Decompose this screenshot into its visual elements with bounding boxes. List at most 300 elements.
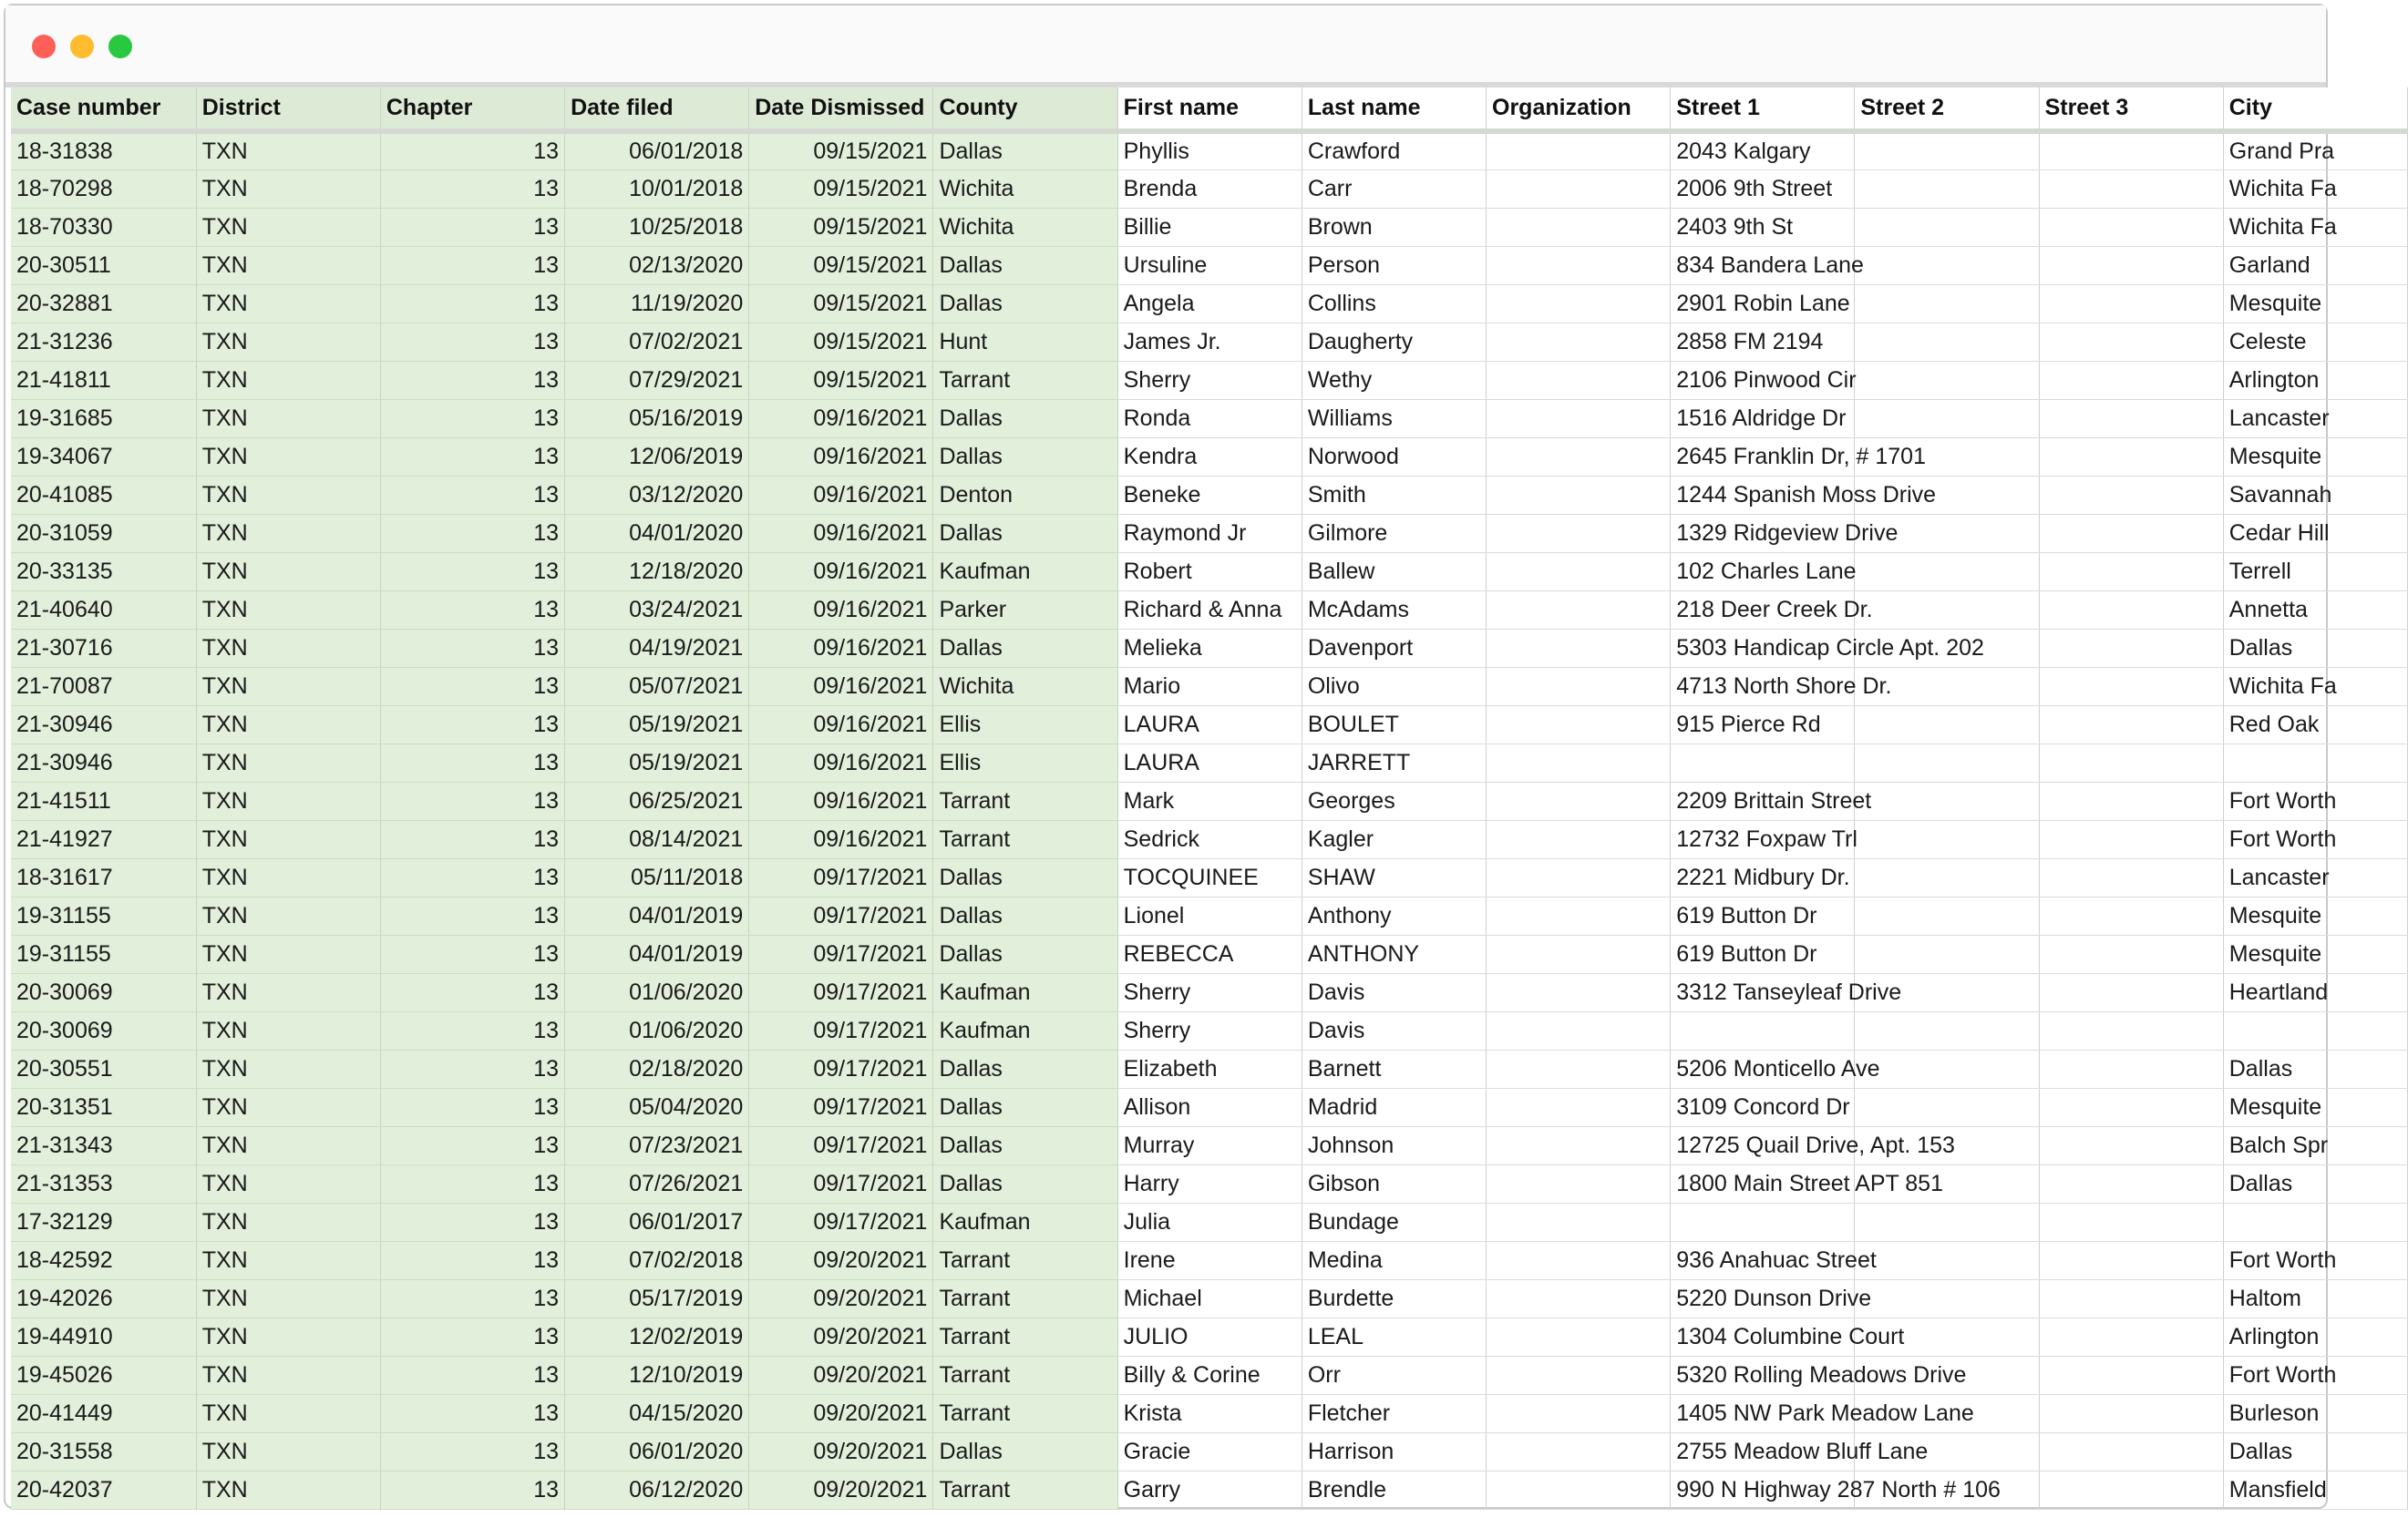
table-cell[interactable] xyxy=(1855,552,2039,590)
table-cell[interactable]: 13 xyxy=(380,667,564,705)
table-cell[interactable]: Gibson xyxy=(1302,1164,1486,1203)
table-cell[interactable]: Terrell xyxy=(2223,552,2407,590)
table-cell[interactable]: Daugherty xyxy=(1302,323,1486,361)
table-cell[interactable]: Mansfield xyxy=(2223,1471,2407,1509)
table-cell[interactable]: Burleson xyxy=(2223,1394,2407,1432)
table-cell[interactable] xyxy=(1487,476,1671,514)
table-cell[interactable]: 13 xyxy=(380,1088,564,1126)
table-cell[interactable]: Haltom xyxy=(2223,1279,2407,1318)
table-cell[interactable]: 19-31155 xyxy=(11,897,196,935)
table-cell[interactable]: 18-31838 xyxy=(11,131,196,169)
table-cell[interactable]: 05/16/2019 xyxy=(565,399,749,437)
table-cell[interactable]: 936 Anahuac Street xyxy=(1671,1241,1855,1279)
table-cell[interactable]: 09/16/2021 xyxy=(749,782,933,820)
table-cell[interactable]: 21-30716 xyxy=(11,629,196,667)
table-cell[interactable]: Grand Pra xyxy=(2223,131,2407,169)
table-cell[interactable]: Mesquite xyxy=(2223,284,2407,323)
table-cell[interactable]: Raymond Jr xyxy=(1117,514,1302,552)
table-cell[interactable] xyxy=(2039,437,2223,476)
table-cell[interactable] xyxy=(1487,1318,1671,1356)
table-cell[interactable] xyxy=(1487,1471,1671,1509)
table-cell[interactable]: Wichita Fa xyxy=(2223,169,2407,208)
table-cell[interactable]: 09/16/2021 xyxy=(749,667,933,705)
table-cell[interactable]: Krista xyxy=(1117,1394,1302,1432)
table-cell[interactable]: Tarrant xyxy=(933,1471,1117,1509)
table-cell[interactable]: TXN xyxy=(196,858,380,897)
table-cell[interactable]: Dallas xyxy=(933,1126,1117,1164)
table-cell[interactable]: 09/16/2021 xyxy=(749,399,933,437)
table-cell[interactable]: 07/26/2021 xyxy=(565,1164,749,1203)
table-cell[interactable]: 20-41085 xyxy=(11,476,196,514)
table-cell[interactable] xyxy=(2039,399,2223,437)
table-cell[interactable] xyxy=(2039,973,2223,1011)
table-cell[interactable]: Sherry xyxy=(1117,1011,1302,1050)
table-cell[interactable]: Brendle xyxy=(1302,1471,1486,1509)
table-cell[interactable]: Fort Worth xyxy=(2223,1241,2407,1279)
table-cell[interactable]: 915 Pierce Rd xyxy=(1671,705,1855,744)
table-cell[interactable]: 13 xyxy=(380,1432,564,1471)
table-cell[interactable]: TXN xyxy=(196,782,380,820)
table-cell[interactable] xyxy=(2039,284,2223,323)
table-cell[interactable]: 10/01/2018 xyxy=(565,169,749,208)
table-cell[interactable]: Tarrant xyxy=(933,1318,1117,1356)
table-cell[interactable]: Annetta xyxy=(2223,590,2407,629)
table-cell[interactable]: TXN xyxy=(196,1126,380,1164)
table-cell[interactable]: 09/20/2021 xyxy=(749,1318,933,1356)
table-cell[interactable] xyxy=(2039,1126,2223,1164)
table-cell[interactable] xyxy=(1487,1279,1671,1318)
table-cell[interactable]: Arlington xyxy=(2223,1318,2407,1356)
table-cell[interactable]: Beneke xyxy=(1117,476,1302,514)
table-cell[interactable] xyxy=(2039,705,2223,744)
table-cell[interactable] xyxy=(2039,744,2223,782)
table-cell[interactable] xyxy=(1487,782,1671,820)
column-header[interactable]: Date filed xyxy=(565,87,749,131)
table-cell[interactable] xyxy=(1487,246,1671,284)
table-cell[interactable] xyxy=(2039,897,2223,935)
table-cell[interactable]: Ellis xyxy=(933,705,1117,744)
table-cell[interactable]: 990 N Highway 287 North # 106 xyxy=(1671,1471,1855,1509)
table-cell[interactable]: Kaufman xyxy=(933,1011,1117,1050)
table-cell[interactable]: 1800 Main Street APT 851 xyxy=(1671,1164,1855,1203)
table-cell[interactable]: 05/19/2021 xyxy=(565,744,749,782)
table-cell[interactable] xyxy=(1487,1394,1671,1432)
table-cell[interactable]: 5220 Dunson Drive xyxy=(1671,1279,1855,1318)
table-cell[interactable] xyxy=(1487,1011,1671,1050)
table-cell[interactable]: 09/15/2021 xyxy=(749,323,933,361)
table-cell[interactable]: 19-42026 xyxy=(11,1279,196,1318)
table-cell[interactable] xyxy=(1487,169,1671,208)
table-cell[interactable] xyxy=(2039,1011,2223,1050)
table-cell[interactable] xyxy=(1855,590,2039,629)
column-header[interactable]: Date Dismissed xyxy=(749,87,933,131)
table-cell[interactable]: 19-45026 xyxy=(11,1356,196,1394)
table-cell[interactable]: BOULET xyxy=(1302,705,1486,744)
table-cell[interactable] xyxy=(1487,399,1671,437)
table-cell[interactable]: 13 xyxy=(380,552,564,590)
table-cell[interactable] xyxy=(1487,1050,1671,1088)
table-cell[interactable]: Norwood xyxy=(1302,437,1486,476)
table-cell[interactable]: Celeste xyxy=(2223,323,2407,361)
table-cell[interactable] xyxy=(1855,323,2039,361)
table-cell[interactable]: Fort Worth xyxy=(2223,1356,2407,1394)
table-cell[interactable]: 21-41811 xyxy=(11,361,196,399)
table-cell[interactable] xyxy=(2039,858,2223,897)
table-cell[interactable]: 09/17/2021 xyxy=(749,858,933,897)
table-cell[interactable]: 13 xyxy=(380,1394,564,1432)
table-cell[interactable]: Bundage xyxy=(1302,1203,1486,1241)
table-cell[interactable]: 05/04/2020 xyxy=(565,1088,749,1126)
table-cell[interactable]: Richard & Anna xyxy=(1117,590,1302,629)
table-cell[interactable] xyxy=(1487,705,1671,744)
table-cell[interactable]: Orr xyxy=(1302,1356,1486,1394)
table-cell[interactable]: Tarrant xyxy=(933,1241,1117,1279)
table-cell[interactable]: Barnett xyxy=(1302,1050,1486,1088)
table-cell[interactable]: 09/17/2021 xyxy=(749,1164,933,1203)
table-cell[interactable]: Dallas xyxy=(933,897,1117,935)
table-cell[interactable]: Madrid xyxy=(1302,1088,1486,1126)
table-cell[interactable]: 09/20/2021 xyxy=(749,1356,933,1394)
table-cell[interactable]: 09/17/2021 xyxy=(749,1126,933,1164)
table-cell[interactable] xyxy=(2039,782,2223,820)
table-cell[interactable]: Kagler xyxy=(1302,820,1486,858)
table-cell[interactable]: 21-41927 xyxy=(11,820,196,858)
table-cell[interactable]: 20-30511 xyxy=(11,246,196,284)
table-cell[interactable] xyxy=(1487,935,1671,973)
table-cell[interactable] xyxy=(1855,705,2039,744)
table-cell[interactable]: 13 xyxy=(380,514,564,552)
column-header[interactable]: First name xyxy=(1117,87,1302,131)
table-cell[interactable]: 05/11/2018 xyxy=(565,858,749,897)
table-cell[interactable]: Ronda xyxy=(1117,399,1302,437)
table-cell[interactable] xyxy=(2039,1050,2223,1088)
table-cell[interactable] xyxy=(1487,1241,1671,1279)
table-cell[interactable] xyxy=(2039,1471,2223,1509)
table-cell[interactable]: Fort Worth xyxy=(2223,820,2407,858)
table-cell[interactable]: 1516 Aldridge Dr xyxy=(1671,399,1855,437)
table-cell[interactable]: 21-41511 xyxy=(11,782,196,820)
table-cell[interactable]: 2645 Franklin Dr, # 1701 xyxy=(1671,437,1855,476)
column-header[interactable]: Chapter xyxy=(380,87,564,131)
table-cell[interactable]: Tarrant xyxy=(933,361,1117,399)
table-cell[interactable]: Fort Worth xyxy=(2223,782,2407,820)
table-cell[interactable]: Dallas xyxy=(933,629,1117,667)
table-cell[interactable]: 2221 Midbury Dr. xyxy=(1671,858,1855,897)
table-cell[interactable]: Dallas xyxy=(933,399,1117,437)
table-cell[interactable] xyxy=(1855,246,2039,284)
table-cell[interactable] xyxy=(1487,1088,1671,1126)
table-cell[interactable]: Denton xyxy=(933,476,1117,514)
table-cell[interactable]: 06/12/2020 xyxy=(565,1471,749,1509)
table-cell[interactable]: Crawford xyxy=(1302,131,1486,169)
table-cell[interactable]: TXN xyxy=(196,973,380,1011)
table-cell[interactable] xyxy=(1487,284,1671,323)
table-cell[interactable] xyxy=(1671,1203,1855,1241)
table-cell[interactable]: 06/01/2017 xyxy=(565,1203,749,1241)
table-cell[interactable] xyxy=(1487,744,1671,782)
table-cell[interactable] xyxy=(1487,897,1671,935)
table-cell[interactable] xyxy=(1855,820,2039,858)
table-cell[interactable]: Gilmore xyxy=(1302,514,1486,552)
table-cell[interactable]: Dallas xyxy=(933,284,1117,323)
spreadsheet-grid[interactable] xyxy=(11,87,2337,1518)
table-cell[interactable]: JULIO xyxy=(1117,1318,1302,1356)
table-cell[interactable]: TXN xyxy=(196,552,380,590)
table-cell[interactable]: 13 xyxy=(380,476,564,514)
table-cell[interactable] xyxy=(1855,169,2039,208)
table-cell[interactable]: McAdams xyxy=(1302,590,1486,629)
table-cell[interactable]: TXN xyxy=(196,1050,380,1088)
table-cell[interactable]: 13 xyxy=(380,1011,564,1050)
table-cell[interactable] xyxy=(1487,208,1671,246)
table-cell[interactable]: 09/15/2021 xyxy=(749,361,933,399)
table-cell[interactable] xyxy=(2039,1432,2223,1471)
table-cell[interactable]: Sherry xyxy=(1117,973,1302,1011)
table-cell[interactable] xyxy=(1487,323,1671,361)
table-cell[interactable]: Dallas xyxy=(933,1164,1117,1203)
table-cell[interactable]: Anthony xyxy=(1302,897,1486,935)
table-cell[interactable]: 13 xyxy=(380,782,564,820)
column-header[interactable]: County xyxy=(933,87,1117,131)
table-cell[interactable]: Lionel xyxy=(1117,897,1302,935)
column-header[interactable]: Case number xyxy=(11,87,196,131)
table-cell[interactable]: Kaufman xyxy=(933,973,1117,1011)
table-cell[interactable]: Arlington xyxy=(2223,361,2407,399)
table-cell[interactable]: Tarrant xyxy=(933,782,1117,820)
table-cell[interactable]: Wichita xyxy=(933,667,1117,705)
table-cell[interactable]: SHAW xyxy=(1302,858,1486,897)
close-window-button[interactable] xyxy=(32,35,56,58)
table-cell[interactable]: 06/01/2018 xyxy=(565,131,749,169)
table-cell[interactable]: Johnson xyxy=(1302,1126,1486,1164)
table-cell[interactable] xyxy=(2039,1356,2223,1394)
table-cell[interactable]: 13 xyxy=(380,399,564,437)
table-cell[interactable]: 1329 Ridgeview Drive xyxy=(1671,514,1855,552)
table-cell[interactable]: Mesquite xyxy=(2223,437,2407,476)
table-cell[interactable]: Davenport xyxy=(1302,629,1486,667)
table-cell[interactable] xyxy=(1487,590,1671,629)
table-cell[interactable]: Red Oak xyxy=(2223,705,2407,744)
table-cell[interactable]: Dallas xyxy=(933,935,1117,973)
table-cell[interactable]: Brown xyxy=(1302,208,1486,246)
maximize-window-button[interactable] xyxy=(108,35,132,58)
table-cell[interactable]: Davis xyxy=(1302,1011,1486,1050)
table-cell[interactable]: 13 xyxy=(380,629,564,667)
table-cell[interactable]: 2043 Kalgary xyxy=(1671,131,1855,169)
table-cell[interactable] xyxy=(1487,858,1671,897)
table-cell[interactable]: 13 xyxy=(380,323,564,361)
table-cell[interactable]: Fletcher xyxy=(1302,1394,1486,1432)
table-cell[interactable]: REBECCA xyxy=(1117,935,1302,973)
table-cell[interactable]: TXN xyxy=(196,1356,380,1394)
table-cell[interactable]: 09/16/2021 xyxy=(749,437,933,476)
table-cell[interactable] xyxy=(2039,590,2223,629)
table-cell[interactable]: 13 xyxy=(380,284,564,323)
minimize-window-button[interactable] xyxy=(70,35,94,58)
table-cell[interactable]: 09/15/2021 xyxy=(749,284,933,323)
table-cell[interactable] xyxy=(2039,514,2223,552)
table-cell[interactable]: Parker xyxy=(933,590,1117,629)
table-cell[interactable]: Mesquite xyxy=(2223,897,2407,935)
table-cell[interactable]: Williams xyxy=(1302,399,1486,437)
table-cell[interactable]: 04/15/2020 xyxy=(565,1394,749,1432)
table-cell[interactable]: 01/06/2020 xyxy=(565,1011,749,1050)
table-cell[interactable] xyxy=(2039,476,2223,514)
table-cell[interactable]: 13 xyxy=(380,208,564,246)
table-cell[interactable]: 20-31351 xyxy=(11,1088,196,1126)
table-cell[interactable]: Georges xyxy=(1302,782,1486,820)
table-cell[interactable]: 09/17/2021 xyxy=(749,1088,933,1126)
table-cell[interactable]: TXN xyxy=(196,208,380,246)
table-cell[interactable] xyxy=(2039,629,2223,667)
table-cell[interactable]: Murray xyxy=(1117,1126,1302,1164)
table-cell[interactable]: 5303 Handicap Circle Apt. 202 xyxy=(1671,629,1855,667)
table-cell[interactable]: Davis xyxy=(1302,973,1486,1011)
table-cell[interactable]: 09/15/2021 xyxy=(749,208,933,246)
column-header[interactable]: Street 3 xyxy=(2039,87,2223,131)
column-header[interactable]: District xyxy=(196,87,380,131)
table-cell[interactable]: 05/19/2021 xyxy=(565,705,749,744)
table-cell[interactable]: Sherry xyxy=(1117,361,1302,399)
table-cell[interactable]: 13 xyxy=(380,131,564,169)
table-cell[interactable] xyxy=(2039,131,2223,169)
table-cell[interactable]: Brenda xyxy=(1117,169,1302,208)
table-cell[interactable]: TXN xyxy=(196,667,380,705)
table-cell[interactable]: 04/19/2021 xyxy=(565,629,749,667)
table-cell[interactable]: 834 Bandera Lane xyxy=(1671,246,1855,284)
table-cell[interactable]: Billy & Corine xyxy=(1117,1356,1302,1394)
table-cell[interactable]: 13 xyxy=(380,1050,564,1088)
table-cell[interactable]: 20-31558 xyxy=(11,1432,196,1471)
table-cell[interactable]: 09/16/2021 xyxy=(749,744,933,782)
table-cell[interactable] xyxy=(1487,552,1671,590)
table-cell[interactable] xyxy=(1855,782,2039,820)
table-cell[interactable]: Heartland xyxy=(2223,973,2407,1011)
table-cell[interactable] xyxy=(1855,284,2039,323)
table-cell[interactable]: 03/12/2020 xyxy=(565,476,749,514)
table-cell[interactable] xyxy=(2039,1088,2223,1126)
table-cell[interactable]: Harry xyxy=(1117,1164,1302,1203)
table-cell[interactable] xyxy=(1671,744,1855,782)
table-cell[interactable]: 12/10/2019 xyxy=(565,1356,749,1394)
table-cell[interactable]: TXN xyxy=(196,897,380,935)
table-cell[interactable]: Dallas xyxy=(933,131,1117,169)
table-cell[interactable]: 2858 FM 2194 xyxy=(1671,323,1855,361)
table-cell[interactable] xyxy=(2039,1164,2223,1203)
table-cell[interactable]: 13 xyxy=(380,973,564,1011)
table-cell[interactable]: Robert xyxy=(1117,552,1302,590)
table-cell[interactable]: 02/18/2020 xyxy=(565,1050,749,1088)
table-cell[interactable]: 09/16/2021 xyxy=(749,820,933,858)
table-cell[interactable]: Dallas xyxy=(2223,629,2407,667)
table-cell[interactable]: 619 Button Dr xyxy=(1671,897,1855,935)
table-cell[interactable]: TXN xyxy=(196,1394,380,1432)
table-cell[interactable] xyxy=(2039,361,2223,399)
table-cell[interactable] xyxy=(2039,552,2223,590)
table-cell[interactable]: 2901 Robin Lane xyxy=(1671,284,1855,323)
table-cell[interactable]: 07/23/2021 xyxy=(565,1126,749,1164)
table-cell[interactable]: 09/16/2021 xyxy=(749,552,933,590)
table-cell[interactable]: Angela xyxy=(1117,284,1302,323)
table-cell[interactable]: LEAL xyxy=(1302,1318,1486,1356)
table-cell[interactable]: Medina xyxy=(1302,1241,1486,1279)
table-cell[interactable]: 3312 Tanseyleaf Drive xyxy=(1671,973,1855,1011)
table-cell[interactable]: 09/20/2021 xyxy=(749,1394,933,1432)
table-cell[interactable]: Ursuline xyxy=(1117,246,1302,284)
table-cell[interactable]: TXN xyxy=(196,590,380,629)
table-cell[interactable]: Wichita xyxy=(933,169,1117,208)
table-cell[interactable]: Kaufman xyxy=(933,552,1117,590)
table-cell[interactable]: TXN xyxy=(196,705,380,744)
table-cell[interactable]: Carr xyxy=(1302,169,1486,208)
table-cell[interactable]: TXN xyxy=(196,476,380,514)
table-cell[interactable]: 09/17/2021 xyxy=(749,935,933,973)
table-cell[interactable]: 12/02/2019 xyxy=(565,1318,749,1356)
table-cell[interactable] xyxy=(1487,1356,1671,1394)
column-header[interactable]: City xyxy=(2223,87,2407,131)
table-cell[interactable]: Dallas xyxy=(2223,1164,2407,1203)
table-cell[interactable]: 09/16/2021 xyxy=(749,590,933,629)
table-cell[interactable] xyxy=(1855,208,2039,246)
table-cell[interactable]: 07/02/2021 xyxy=(565,323,749,361)
table-cell[interactable]: 2755 Meadow Bluff Lane xyxy=(1671,1432,1855,1471)
table-cell[interactable]: Harrison xyxy=(1302,1432,1486,1471)
table-cell[interactable] xyxy=(2039,323,2223,361)
table-cell[interactable]: Mesquite xyxy=(2223,1088,2407,1126)
table-cell[interactable]: Dallas xyxy=(2223,1050,2407,1088)
table-cell[interactable]: 10/25/2018 xyxy=(565,208,749,246)
table-cell[interactable] xyxy=(2039,246,2223,284)
table-cell[interactable]: TXN xyxy=(196,1241,380,1279)
table-cell[interactable]: TXN xyxy=(196,1318,380,1356)
table-cell[interactable]: 18-70330 xyxy=(11,208,196,246)
table-cell[interactable] xyxy=(1487,514,1671,552)
table-cell[interactable]: TXN xyxy=(196,935,380,973)
table-cell[interactable]: Sedrick xyxy=(1117,820,1302,858)
table-cell[interactable]: 05/17/2019 xyxy=(565,1279,749,1318)
table-cell[interactable]: 09/15/2021 xyxy=(749,246,933,284)
table-cell[interactable]: 13 xyxy=(380,935,564,973)
table-cell[interactable]: 13 xyxy=(380,246,564,284)
table-cell[interactable] xyxy=(2039,169,2223,208)
table-cell[interactable]: Gracie xyxy=(1117,1432,1302,1471)
table-cell[interactable]: Mesquite xyxy=(2223,935,2407,973)
table-cell[interactable]: 09/17/2021 xyxy=(749,973,933,1011)
table-cell[interactable] xyxy=(1671,1011,1855,1050)
table-cell[interactable]: Kendra xyxy=(1117,437,1302,476)
table-cell[interactable] xyxy=(2039,208,2223,246)
table-cell[interactable]: 20-32881 xyxy=(11,284,196,323)
table-cell[interactable] xyxy=(1855,897,2039,935)
table-cell[interactable]: 13 xyxy=(380,437,564,476)
table-cell[interactable]: 20-41449 xyxy=(11,1394,196,1432)
table-cell[interactable]: 18-70298 xyxy=(11,169,196,208)
table-cell[interactable] xyxy=(1855,399,2039,437)
table-cell[interactable]: 08/14/2021 xyxy=(565,820,749,858)
table-cell[interactable]: 3109 Concord Dr xyxy=(1671,1088,1855,1126)
table-cell[interactable] xyxy=(2039,1394,2223,1432)
table-cell[interactable]: Mario xyxy=(1117,667,1302,705)
table-cell[interactable]: 13 xyxy=(380,820,564,858)
table-cell[interactable] xyxy=(1487,820,1671,858)
table-cell[interactable]: TXN xyxy=(196,399,380,437)
table-cell[interactable]: Billie xyxy=(1117,208,1302,246)
table-cell[interactable]: 18-31617 xyxy=(11,858,196,897)
table-cell[interactable]: TXN xyxy=(196,1088,380,1126)
table-cell[interactable]: 12732 Foxpaw Trl xyxy=(1671,820,1855,858)
table-cell[interactable]: JARRETT xyxy=(1302,744,1486,782)
table-cell[interactable]: 19-44910 xyxy=(11,1318,196,1356)
